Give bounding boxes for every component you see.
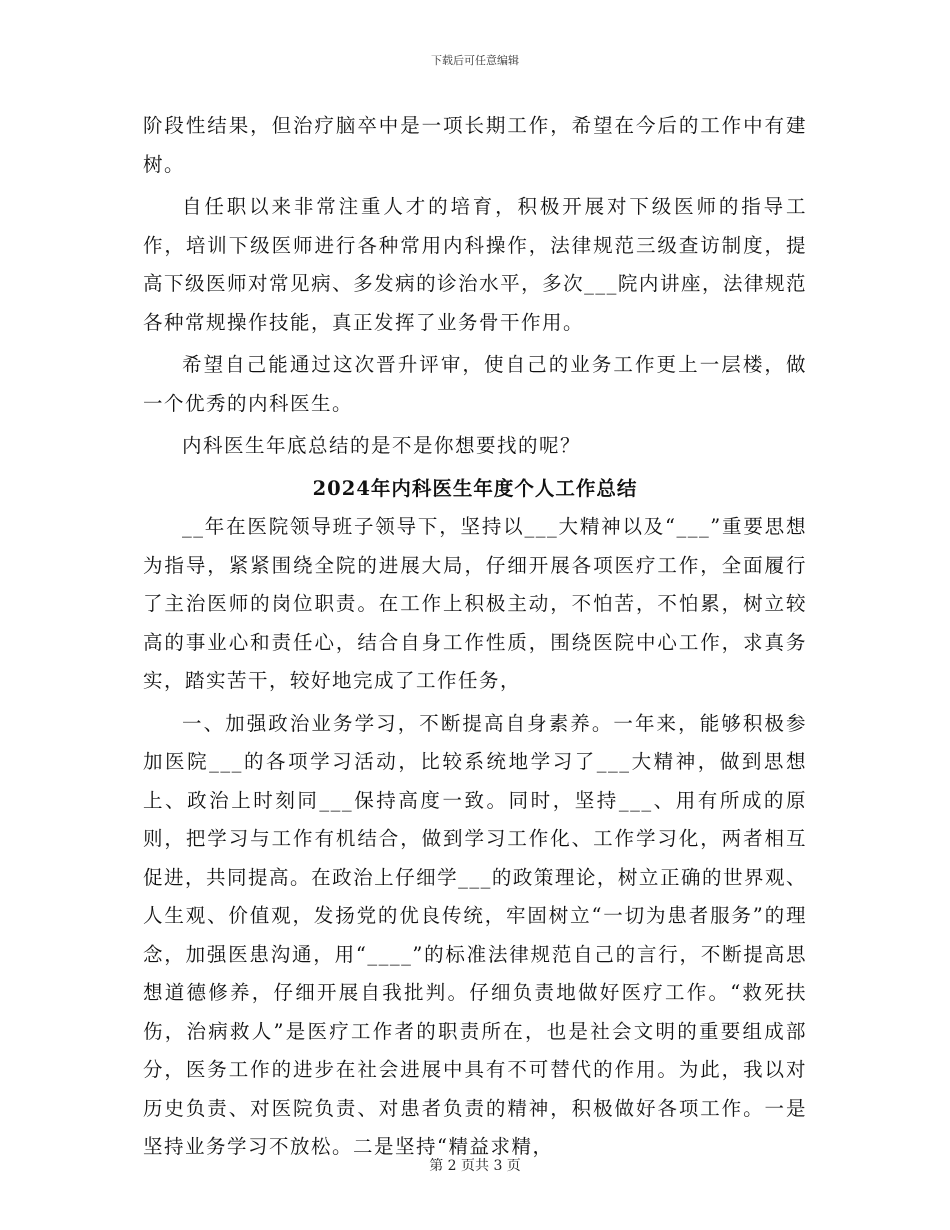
document-body: [143, 107, 807, 1171]
page-footer: [0, 1156, 950, 1176]
paragraph-political-study: 一、加强政治业务学习，不断提高自身素养。一年来，能够积极参加医院___的各项学习活动，比较系统地学习了___大精神，做到思想上、政治上时刻同___保持高度一致。同时，坚持___、用有所成的原则，把学习与工作有机结合，做到学习工作化、工作学习化，两者相互促进，共同提高。在政治上仔细学___的政策理论，树立正确的世界观、人生观、价值观，发扬党的优良传统，牢固树立“一切为患者服务”的理念，加强医患沟通，用“____”的标准法律规范自己的言行，不断提高思想道德修养，仔细开展自我批判。仔细负责地做好医疗工作。“救死扶伤，治病救人”是医疗工作者的职责所在，也是社会文明的重要组成部分，医务工作的进步在社会进展中具有不可替代的作用。为此，我以对历史负责、对医院负责、对患者负责的精神，积极做好各项工作。一是坚持业务学习不放松。二是坚持“精益求精，: [143, 711, 807, 1158]
header-note: 下载后可任意编辑: [431, 54, 519, 67]
paragraph-promotion-hope: 希望自己能通过这次晋升评审，使自己的业务工作更上一层楼，做一个优秀的内科医生。: [143, 353, 807, 415]
section-title: 2024年内科医生年度个人工作总结: [312, 476, 638, 500]
paragraph-talent-training: 自任职以来非常注重人才的培育，积极开展对下级医师的指导工作，培训下级医师进行各种常用内科操作，法律规范三级查访制度，提高下级医师对常见病、多发病的诊治水平，多次___院内讲座，法律规范各种常规操作技能，真正发挥了业务骨干作用。: [143, 195, 807, 334]
paragraph-question: 内科医生年底总结的是不是你想要找的呢？: [182, 434, 582, 457]
page-header: [0, 53, 950, 69]
paragraph-intro: __年在医院领导班子领导下，坚持以___大精神以及“___”重要思想为指导，紧紧围绕全院的进展大局，仔细开展各项医疗工作，全面履行了主治医师的岗位职责。在工作上积极主动，不怕苦，不怕累，树立较高的事业心和责任心，结合自身工作性质，围绕医院中心工作，求真务实，踏实苦干，较好地完成了工作任务，: [143, 515, 807, 692]
page-number: 第 2 页共 3 页: [429, 1158, 521, 1174]
paragraph-continuation: 阶段性结果，但治疗脑卒中是一项长期工作，希望在今后的工作中有建树。: [143, 114, 807, 176]
